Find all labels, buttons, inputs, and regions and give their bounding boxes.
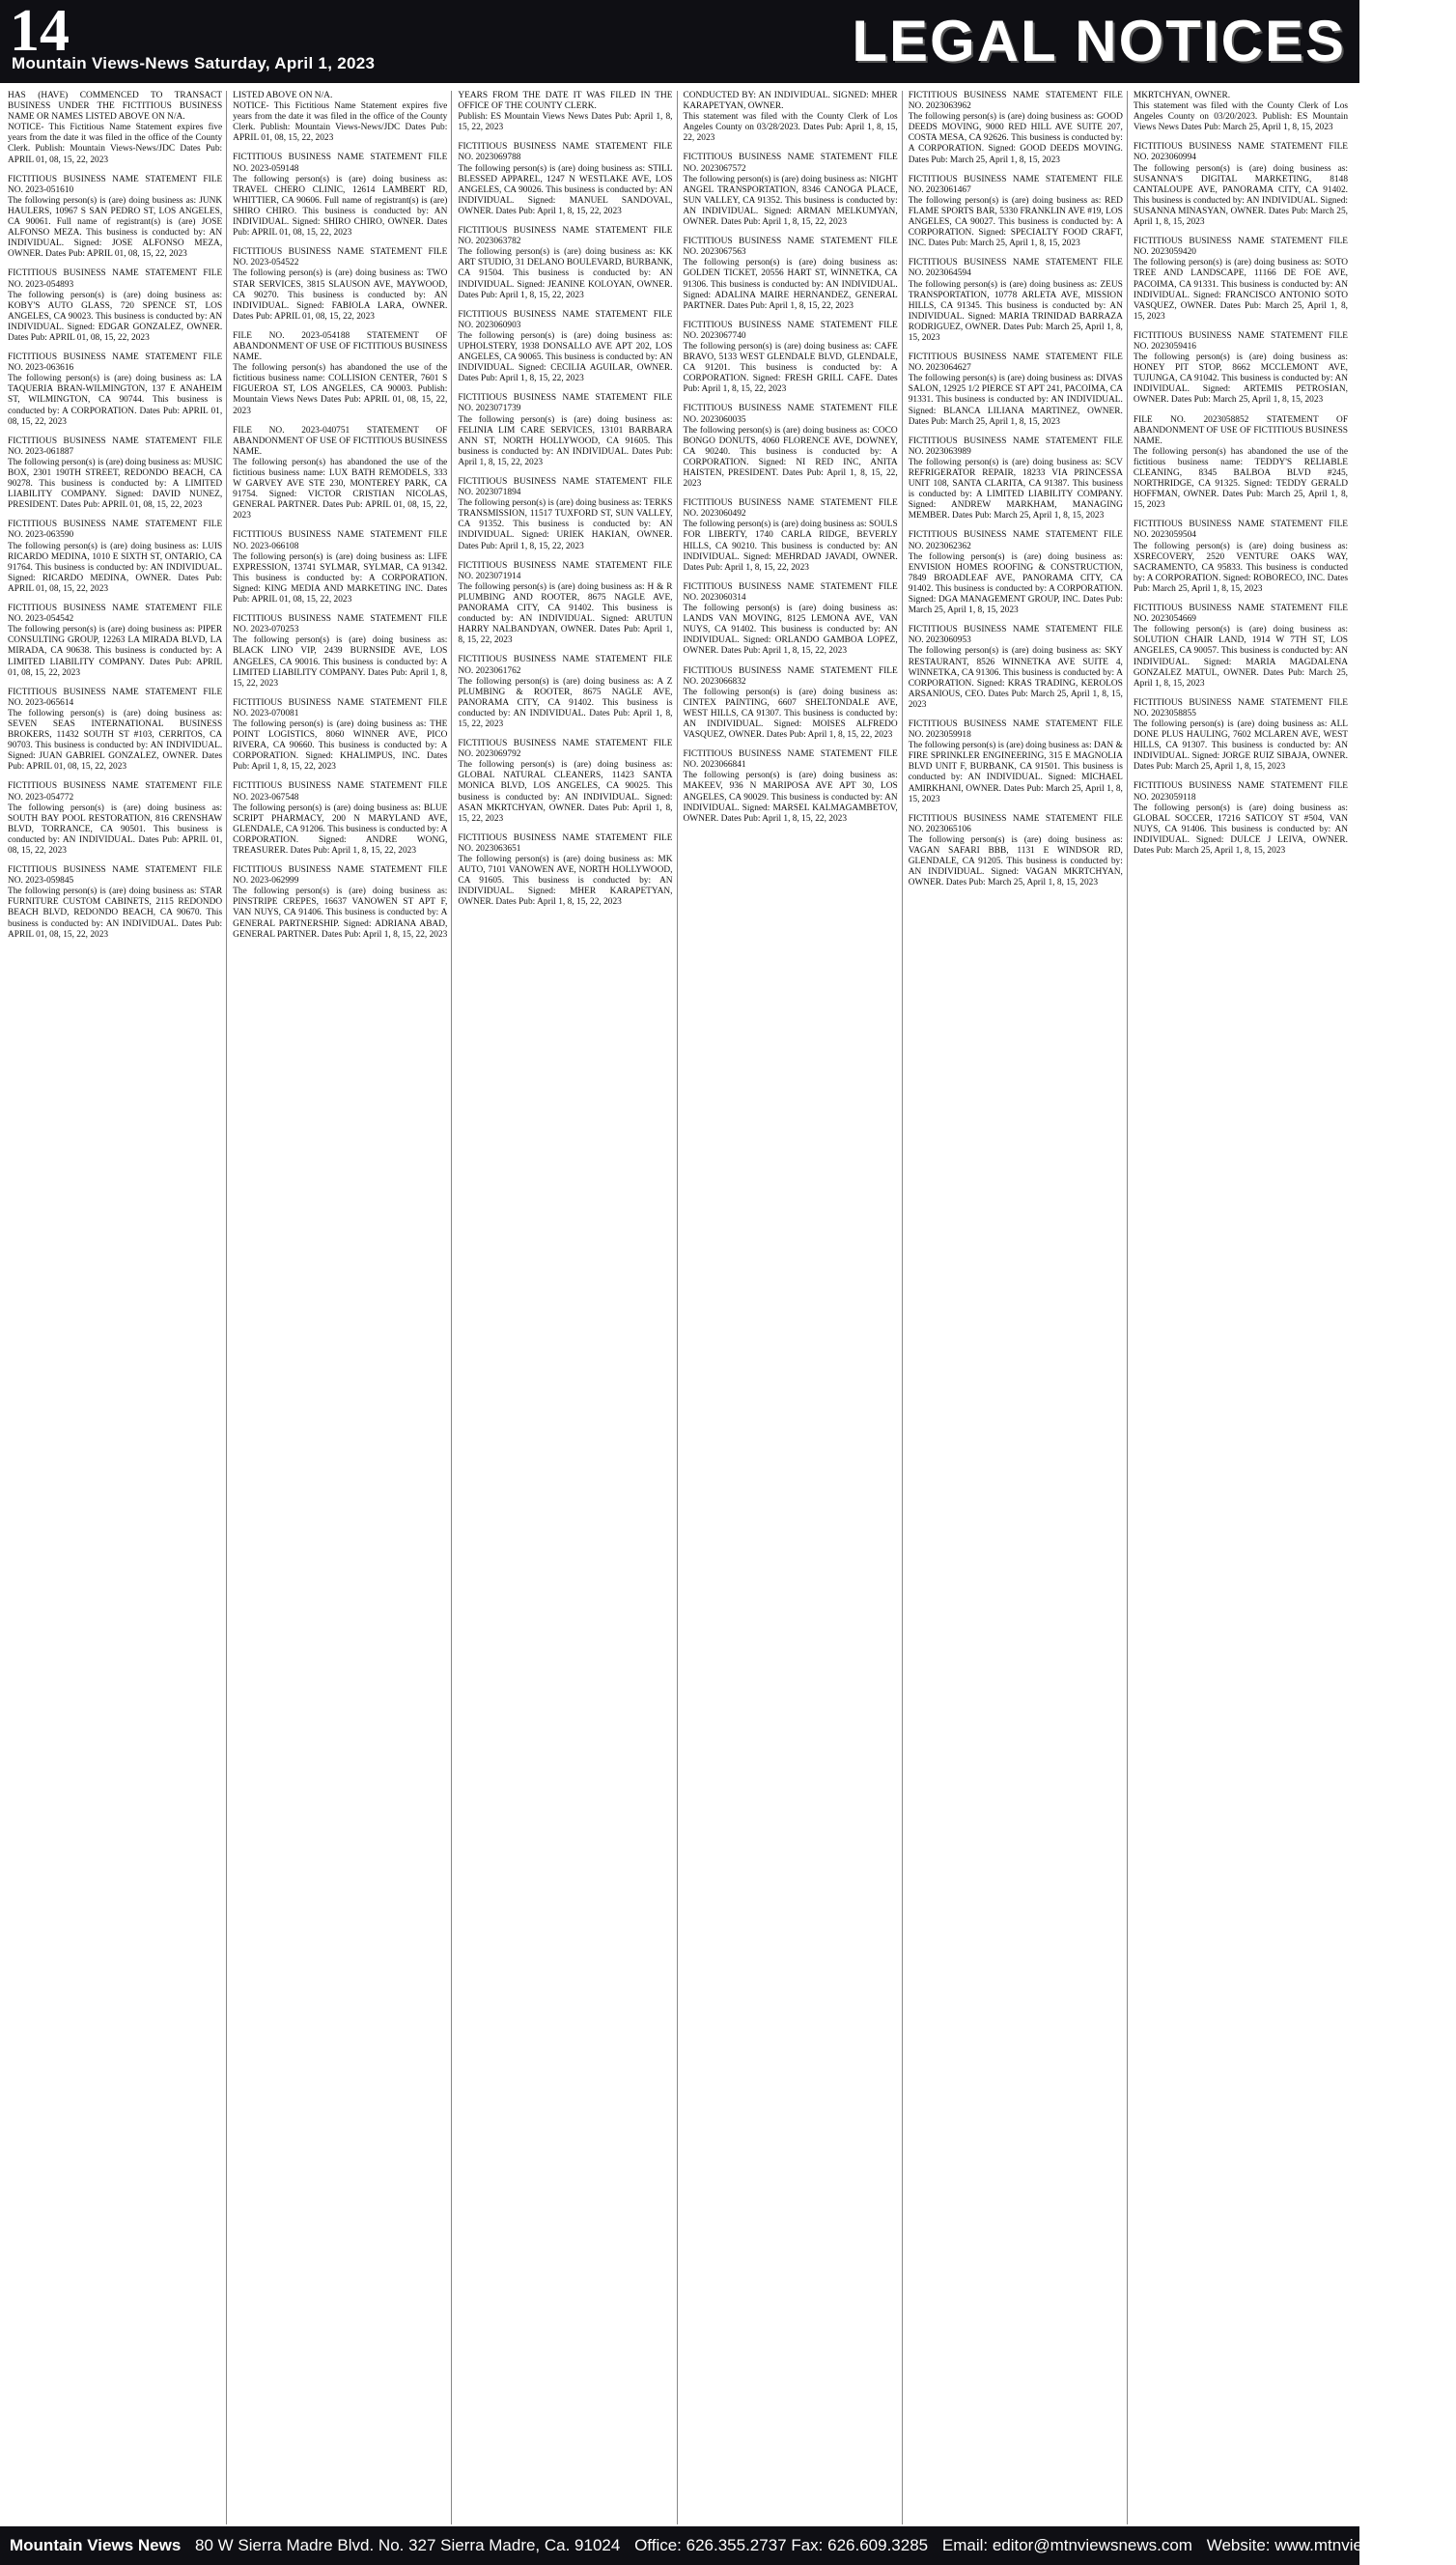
legal-notice xyxy=(909,719,1123,805)
notice-body: The following person(s) is (are) doing business as: COCO BONGO DONUTS, 4060 FLORENCE AVE, DOWNEY, CA 90240. This business is conducted by: A CORPORATION. Signed: NI RED INC, ANITA HAISTEN, PRESIDENT. Dates Pub: April 1, 8, 15, 22, 2023 xyxy=(683,425,898,490)
legal-notice xyxy=(458,833,672,909)
notice-heading: FICTITIOUS BUSINESS NAME STATEMENT FILE NO. 2023067572 xyxy=(683,153,898,174)
legal-notice xyxy=(8,865,222,941)
legal-notice xyxy=(1134,331,1348,407)
legal-notice xyxy=(684,237,898,312)
footer-website[interactable]: Website: www.mtnviewsnews.com xyxy=(1206,2536,1456,2554)
legal-notice xyxy=(909,91,1123,166)
notice-body: The following person(s) is (are) doing business as: HONEY PIT STOP, 8662 MCCLEMONT AVE, TUJUNGA, CA 91042. This business is conducted by: AN INDIVIDUAL. Signed: ARTEMIS PETROSIAN, OWNER. Dates Pub: March 25, April 1, 8, 15, 2023 xyxy=(1133,352,1349,406)
notice-heading: FICTITIOUS BUSINESS NAME STATEMENT FILE NO. 2023071914 xyxy=(458,560,673,581)
notice-heading: FICTITIOUS BUSINESS NAME STATEMENT FILE NO. 2023060994 xyxy=(1133,142,1349,163)
legal-notice xyxy=(233,331,447,417)
notice-heading: FICTITIOUS BUSINESS NAME STATEMENT FILE NO. 2023064594 xyxy=(908,258,1123,279)
notice-body: The following person(s) is (are) doing business as: PINSTRIPE CREPES, 16637 VANOWEN ST APT F, VAN NUYS, CA 91406. This business is conducted by: A GENERAL PARTNERSHIP. Signed: ADRIANA ABAD, GENERAL PARTNER. Dates Pub: April 1, 8, 15, 22, 2023 xyxy=(233,887,448,940)
notice-heading: FILE NO. 2023-054188 STATEMENT OF ABANDONMENT OF USE OF FICTITIOUS BUSINESS NAME. xyxy=(233,330,448,363)
notice-heading: FICTITIOUS BUSINESS NAME STATEMENT FILE NO. 2023-054542 xyxy=(8,604,223,625)
notice-heading: FICTITIOUS BUSINESS NAME STATEMENT FILE NO. 2023063962 xyxy=(908,91,1123,112)
notice-heading: HAS (HAVE) COMMENCED TO TRANSACT BUSINESS UNDER THE FICTITIOUS BUSINESS NAME OR NAMES LISTED ABOVE ON N/A. xyxy=(8,91,223,123)
legal-notice xyxy=(233,153,447,239)
legal-notice xyxy=(1134,698,1348,774)
notice-body: The following person(s) is (are) doing business as: BLACK LINO VIP, 2439 BURNSIDE AVE, LOS ANGELES, CA 90016. This business is conducted by: A LIMITED LIABILITY COMPANY. Dates Pub: April 1, 8, 15, 22, 2023 xyxy=(233,635,448,689)
legal-notice xyxy=(684,321,898,396)
legal-notice xyxy=(684,498,898,574)
legal-notice xyxy=(1134,91,1348,133)
notice-heading: FICTITIOUS BUSINESS NAME STATEMENT FILE NO. 2023071739 xyxy=(458,393,673,414)
notice-heading: FICTITIOUS BUSINESS NAME STATEMENT FILE NO. 2023066841 xyxy=(683,749,898,771)
legal-notice xyxy=(909,625,1123,711)
legal-notice xyxy=(1134,142,1348,228)
notice-body: The following person(s) is (are) doing business as: TWO STAR SERVICES, 3815 SLAUSON AVE, MAYWOOD, CA 90270. This business is conducted by: AN INDIVIDUAL. Signed: FABIOLA LARA, OWNER. Dates Pub: APRIL 01, 08, 15, 22, 2023 xyxy=(233,268,448,322)
legal-notice xyxy=(909,530,1123,616)
notice-body: The following person(s) is (are) doing business as: ENVISION HOMES ROOFING & CONSTRUCTION, 7849 BROADLEAF AVE, PANORAMA CITY, CA 91402. This business is conducted by: A CORPORATION. Signed: DGA MANAGEMENT GROUP, INC. Dates Pub: March 25, April 1, 8, 15, 2023 xyxy=(908,551,1123,616)
notice-heading: FICTITIOUS BUSINESS NAME STATEMENT FILE NO. 2023-066108 xyxy=(233,530,448,551)
legal-notice xyxy=(233,91,447,144)
legal-notice xyxy=(1134,520,1348,595)
legal-notice xyxy=(1134,604,1348,690)
footer-email[interactable]: Email: editor@mtnviewsnews.com xyxy=(941,2536,1192,2554)
notice-heading: FICTITIOUS BUSINESS NAME STATEMENT FILE NO. 2023059918 xyxy=(908,719,1123,741)
legal-notice xyxy=(1134,781,1348,857)
legal-notice xyxy=(909,175,1123,250)
notice-heading: FICTITIOUS BUSINESS NAME STATEMENT FILE NO. 2023-059148 xyxy=(233,153,448,174)
legal-notice xyxy=(909,437,1123,522)
notice-heading: FICTITIOUS BUSINESS NAME STATEMENT FILE NO. 2023058855 xyxy=(1133,697,1349,719)
notice-body: The following person(s) is (are) doing business as: SUSANNA'S DIGITAL MARKETING, 8148 CANTALOUPE AVE, PANORAMA CITY, CA 91402. This business is conducted by: AN INDIVIDUAL. Signed: SUSANNA MINASYAN, OWNER. Dates Pub: March 25, April 1, 8, 15, 2023 xyxy=(1133,163,1349,228)
notice-body: The following person(s) is (are) doing business as: NIGHT ANGEL TRANSPORTATION, 8346 CANOGA PLACE, SUN VALLEY, CA 91352. This business is conducted by: AN INDIVIDUAL. Signed: ARMAN MELKUMYAN, OWNER. Dates Pub: April 1, 8, 15, 22, 2023 xyxy=(683,174,898,228)
notice-body: The following person(s) is (are) doing business as: SKY RESTAURANT, 8526 WINNETKA AVE SUITE 4, WINNETKA, CA 91306. This business is conducted by: A CORPORATION. Signed: KRAS TRADING, KEROLOS ARSANIOUS, CEO. Dates Pub: March 25, April 1, 8, 15, 2023 xyxy=(908,646,1123,710)
legal-notice xyxy=(233,865,447,941)
notice-heading: FICTITIOUS BUSINESS NAME STATEMENT FILE NO. 2023-061887 xyxy=(8,436,223,457)
notice-body: The following person(s) is (are) doing business as: SCV REFRIGERATOR REPAIR, 18233 VIA PRINCESSA UNIT 108, SANTA CLARITA, CA 91387. This business is conducted by: A LIMITED LIABILITY COMPANY. Signed: ANDREW MARKHAM, MANAGING MEMBER. Dates Pub: March 25, April 1, 8, 15, 2023 xyxy=(908,457,1123,521)
notice-body: The following person(s) is (are) doing business as: TRAVEL CHERO CLINIC, 12614 LAMBERT RD, WHITTIER, CA 90606. Full name of registrant(s) is (are) SHIRO CHIRO. This business is conducted by: AN INDIVIDUAL. Signed: SHIRO CHIRO, OWNER. Dates Pub: APRIL 01, 08, 15, 22, 2023 xyxy=(233,174,448,239)
notice-body: The following person(s) has abandoned the use of the fictitious business name: COLLISION CENTER, 7601 S FIGUEROA ST, LOS ANGELES, CA 90003. Publish: Mountain Views News Dates Pub: APRIL 01, 08, 15, 22, 2023 xyxy=(233,363,448,416)
legal-notice xyxy=(1134,415,1348,512)
notice-body: The following person(s) is (are) doing business as: CAFE BRAVO, 5133 WEST GLENDALE BLVD, GLENDALE, CA 91201. This business is conducted by: A CORPORATION. Signed: FRESH GRILL CAFE. Dates Pub: April 1, 8, 15, 22, 2023 xyxy=(683,341,898,395)
notice-body: The following person(s) is (are) doing business as: VAGAN SAFARI BBB, 1131 E WINDSOR RD, GLENDALE, CA 91205. This business is conducted by: AN INDIVIDUAL. Signed: VAGAN MKRTCHYAN, OWNER. Dates Pub: March 25, April 1, 8, 15, 2023 xyxy=(908,834,1123,888)
notice-body: The following person(s) is (are) doing business as: FELINIA LIM CARE SERVICES, 13101 BARBARA ANN ST, NORTH HOLLYWOOD, CA 91605. This business is conducted by: AN INDIVIDUAL. Dates Pub: April 1, 8, 15, 22, 2023 xyxy=(458,414,673,467)
legal-notice xyxy=(684,153,898,228)
notice-body: Publish: ES Mountain Views News Dates Pub: April 1, 8, 15, 22, 2023 xyxy=(458,112,673,133)
notice-body: The following person(s) is (are) doing business as: TERKS TRANSMISSION, 11517 TUXFORD ST, SUN VALLEY, CA 91352. This business is conducted by: AN INDIVIDUAL. Signed: URIEK HAKIAN, OWNER. Dates Pub: April 1, 8, 15, 22, 2023 xyxy=(458,498,673,551)
column-6 xyxy=(1134,91,1352,2524)
legal-notice xyxy=(458,477,672,552)
notice-heading: FICTITIOUS BUSINESS NAME STATEMENT FILE NO. 2023066832 xyxy=(683,665,898,687)
legal-notice xyxy=(8,352,222,428)
notice-heading: FICTITIOUS BUSINESS NAME STATEMENT FILE NO. 2023061762 xyxy=(458,655,673,676)
legal-notice xyxy=(8,604,222,679)
notice-body: The following person(s) is (are) doing business as: KOBY'S AUTO GLASS, 720 SPENCE ST, LOS ANGELES, CA 90023. This business is conducted by: AN INDIVIDUAL. Signed: EDGAR GONZALEZ, OWNER. Dates Pub: APRIL 01, 08, 15, 22, 2023 xyxy=(8,290,223,343)
legal-notice xyxy=(458,226,672,301)
legal-notice xyxy=(8,781,222,857)
notice-body: The following person(s) is (are) doing business as: GOLDEN TICKET, 20556 HART ST, WINNETKA, CA 91306. This business is conducted by: AN INDIVIDUAL. Signed: ADALINA MAIRE HERNANDEZ, GENERAL PARTNER. Dates Pub: April 1, 8, 15, 22, 2023 xyxy=(683,258,898,311)
legal-notice xyxy=(458,655,672,730)
column-2 xyxy=(233,91,452,2524)
legal-notice xyxy=(458,393,672,468)
notice-heading: FILE NO. 2023058852 STATEMENT OF ABANDONMENT OF USE OF FICTITIOUS BUSINESS NAME. xyxy=(1133,414,1349,446)
notice-heading: FICTITIOUS BUSINESS NAME STATEMENT FILE NO. 2023-051610 xyxy=(8,174,223,195)
notice-body: The following person(s) is (are) doing business as: SOUTH BAY POOL RESTORATION, 816 CRENSHAW BLVD, TORRANCE, CA 90501. This business is conducted by: AN INDIVIDUAL. Dates Pub: APRIL 01, 08, 15, 22, 2023 xyxy=(8,803,223,856)
notice-heading: MKRTCHYAN, OWNER. xyxy=(1133,91,1231,100)
notice-body: The following person(s) is (are) doing business as: ALL DONE PLUS HAULING, 7602 MCLAREN AVE, WEST HILLS, CA 91307. This business is conducted by: AN INDIVIDUAL. Signed: JORGE RUIZ SIBAJA, OWNER. Dates Pub: March 25, April 1, 8, 15, 2023 xyxy=(1133,719,1349,773)
notice-body: This statement was filed with the County Clerk of Los Angeles County on 03/20/2023. Publish: ES Mountain Views News Dates Pub: March 25, April 1, 8, 15, 2023 xyxy=(1133,101,1349,133)
notice-body: The following person(s) is (are) doing business as: GOOD DEEDS MOVING, 9000 RED HILL AVE SUITE 207, COSTA MESA, CA 92626. This business is conducted by: A CORPORATION. Signed: GOOD DEEDS MOVING. Dates Pub: March 25, April 1, 8, 15, 2023 xyxy=(908,112,1123,165)
notice-heading: FICTITIOUS BUSINESS NAME STATEMENT FILE NO. 2023060492 xyxy=(683,498,898,520)
notice-heading: FICTITIOUS BUSINESS NAME STATEMENT FILE NO. 2023-059845 xyxy=(8,865,223,887)
notice-heading: FICTITIOUS BUSINESS NAME STATEMENT FILE NO. 2023071894 xyxy=(458,477,673,498)
legal-notice xyxy=(8,175,222,261)
legal-notice xyxy=(233,426,447,522)
notice-heading: FICTITIOUS BUSINESS NAME STATEMENT FILE NO. 2023-063590 xyxy=(8,520,223,541)
notice-heading: FICTITIOUS BUSINESS NAME STATEMENT FILE NO. 2023-054772 xyxy=(8,781,223,803)
notice-body: The following person(s) is (are) doing business as: MK AUTO, 7101 VANOWEN AVE, NORTH HOLLYWOOD, CA 91605. This business is conducted by: AN INDIVIDUAL. Signed: MHER KARAPETYAN, OWNER. Dates Pub: April 1, 8, 15, 22, 2023 xyxy=(458,855,673,908)
notice-body: The following person(s) is (are) doing business as: THE POINT LOGISTICS, 8060 WINNER AVE, PICO RIVERA, CA 90660. This business is conducted by: A CORPORATION. Signed: KHALIMPUS, INC. Dates Pub: April 1, 8, 15, 22, 2023 xyxy=(233,719,448,773)
notice-heading: FICTITIOUS BUSINESS NAME STATEMENT FILE NO. 2023-067548 xyxy=(233,781,448,803)
notice-body: The following person(s) is (are) doing business as: CINTEX PAINTING, 6607 SHELTONDALE AVE, WEST HILLS, CA 91307. This business is conducted by: AN INDIVIDUAL. Signed: MOISES ALFREDO VASQUEZ, OWNER. Dates Pub: April 1, 8, 15, 22, 2023 xyxy=(683,687,898,741)
notice-heading: FILE NO. 2023-040751 STATEMENT OF ABANDONMENT OF USE OF FICTITIOUS BUSINESS NAME. xyxy=(233,425,448,457)
notice-body: The following person(s) is (are) doing business as: MUSIC BOX, 2301 190TH STREET, REDONDO BEACH, CA 90278. This business is conducted by: A LIMITED LIABILITY COMPANY. Signed: DAVID NUNEZ, PRESIDENT. Dates Pub: APRIL 01, 08, 15, 22, 2023 xyxy=(8,457,223,511)
legal-notice xyxy=(8,688,222,774)
notice-heading: FICTITIOUS BUSINESS NAME STATEMENT FILE NO. 2023065106 xyxy=(908,813,1123,834)
notice-body: The following person(s) is (are) doing business as: KK ART STUDIO, 31 DELANO BOULEVARD, BURBANK, CA 91504. This business is conducted by: AN INDIVIDUAL. Signed: JEANINE KOLOYAN, OWNER. Dates Pub: April 1, 8, 15, 22, 2023 xyxy=(458,247,673,300)
notice-heading: FICTITIOUS BUSINESS NAME STATEMENT FILE NO. 2023063651 xyxy=(458,832,673,854)
notice-heading: FICTITIOUS BUSINESS NAME STATEMENT FILE NO. 2023060035 xyxy=(683,404,898,425)
legal-notice xyxy=(233,614,447,690)
notice-body: The following person(s) is (are) doing business as: SEVEN SEAS INTERNATIONAL BUSINESS BROKERS, 11432 SOUTH ST #103, CERRITOS, CA 90703. This business is conducted by: AN INDIVIDUAL. Signed: JUAN GABRIEL GONZALEZ, OWNER. Dates Pub: APRIL 01, 08, 15, 22, 2023 xyxy=(8,708,223,773)
legal-notice xyxy=(909,814,1123,889)
legal-notice xyxy=(458,91,672,133)
legal-notice xyxy=(684,91,898,144)
notice-heading: FICTITIOUS BUSINESS NAME STATEMENT FILE NO. 2023-070081 xyxy=(233,697,448,719)
notice-heading: FICTITIOUS BUSINESS NAME STATEMENT FILE NO. 2023054669 xyxy=(1133,604,1349,625)
notice-body: The following person(s) is (are) doing business as: PIPER CONSULTING GROUP, 12263 LA MIRADA BLVD, LA MIRADA, CA 90638. This business is conducted by: A LIMITED LIABILITY COMPANY. Dates Pub: APRIL 01, 08, 15, 22, 2023 xyxy=(8,625,223,678)
notice-heading: FICTITIOUS BUSINESS NAME STATEMENT FILE NO. 2023-054522 xyxy=(233,247,448,268)
notice-heading: FICTITIOUS BUSINESS NAME STATEMENT FILE NO. 2023060314 xyxy=(683,581,898,603)
notice-body: The following person(s) is (are) doing business as: LUIS RICARDO MEDINA, 1010 E SIXTH ST, ONTARIO, CA 91764. This business is conducted by: AN INDIVIDUAL. Signed: RICARDO MEDINA, OWNER. Dates Pub: APRIL 01, 08, 15, 22, 2023 xyxy=(8,541,223,594)
notice-heading: FICTITIOUS BUSINESS NAME STATEMENT FILE NO. 2023060953 xyxy=(908,625,1123,646)
notice-heading: FICTITIOUS BUSINESS NAME STATEMENT FILE NO. 2023-070253 xyxy=(233,614,448,635)
legal-notice xyxy=(458,739,672,825)
column-5 xyxy=(909,91,1128,2524)
column-3 xyxy=(458,91,677,2524)
legal-notice xyxy=(458,142,672,217)
legal-notice xyxy=(684,582,898,658)
notice-body: The following person(s) is (are) doing business as: SOULS FOR LIBERTY, 1740 CARLA RIDGE, BEVERLY HILLS, CA 90210. This business is conducted by: AN INDIVIDUAL. Signed: MEHRDAD JAVADI, OWNER. Dates Pub: April 1, 8, 15, 22, 2023 xyxy=(683,520,898,573)
notice-body: The following person(s) has abandoned the use of the fictitious business name: LUX BATH REMODELS, 333 W GARVEY AVE STE 230, MONTEREY PARK, CA 91754. Signed: VICTOR CRISTIAN NICOLAS, GENERAL PARTNER. Dates Pub: APRIL 01, 08, 15, 22, 2023 xyxy=(233,457,448,521)
notice-heading: FICTITIOUS BUSINESS NAME STATEMENT FILE NO. 2023069792 xyxy=(458,739,673,760)
notice-heading: FICTITIOUS BUSINESS NAME STATEMENT FILE NO. 2023064627 xyxy=(908,352,1123,374)
notice-heading: FICTITIOUS BUSINESS NAME STATEMENT FILE NO. 2023067563 xyxy=(683,237,898,258)
legal-notice xyxy=(8,91,222,166)
notice-body: The following person(s) is (are) doing business as: BLUE SCRIPT PHARMACY, 200 N MARYLAND AVE, GLENDALE, CA 91206. This business is conducted by: A CORPORATION. Signed: ANDRE WONG, TREASURER. Dates Pub: April 1, 8, 15, 22, 2023 xyxy=(233,803,448,856)
notice-body: The following person(s) is (are) doing business as: STILL BLESSED APPAREL, 1247 N WESTLAKE AVE, LOS ANGELES, CA 90026. This business is conducted by: AN INDIVIDUAL. Signed: MANUEL SANDOVAL, OWNER. Dates Pub: April 1, 8, 15, 22, 2023 xyxy=(458,163,673,216)
notice-heading: FICTITIOUS BUSINESS NAME STATEMENT FILE NO. 2023061467 xyxy=(908,174,1123,195)
legal-notice xyxy=(233,247,447,323)
notice-heading: FICTITIOUS BUSINESS NAME STATEMENT FILE NO. 2023062362 xyxy=(908,530,1123,551)
footer-address: 80 W Sierra Madre Blvd. No. 327 Sierra Madre, Ca. 91024 xyxy=(195,2536,621,2554)
legal-notice xyxy=(8,268,222,344)
notice-heading: FICTITIOUS BUSINESS NAME STATEMENT FILE NO. 2023-062999 xyxy=(233,865,448,887)
legal-notice xyxy=(909,258,1123,344)
notice-body: The following person(s) is (are) doing business as: LA TAQUERIA BRAN-WILMINGTON, 137 E ANAHEIM ST, WILMINGTON, CA 90744. This business is conducted by: A CORPORATION. Dates Pub: APRIL 01, 08, 15, 22, 2023 xyxy=(8,374,223,427)
notice-body: The following person(s) is (are) doing business as: LANDS VAN MOVING, 8125 LEMONA AVE, VAN NUYS, CA 91402. This business is conducted by: AN INDIVIDUAL. Signed: ORLANDO GAMBOA LOPEZ, OWNER. Dates Pub: April 1, 8, 15, 22, 2023 xyxy=(683,604,898,657)
notice-heading: FICTITIOUS BUSINESS NAME STATEMENT FILE NO. 2023-065614 xyxy=(8,687,223,708)
notice-heading: FICTITIOUS BUSINESS NAME STATEMENT FILE NO. 2023060903 xyxy=(458,309,673,330)
masthead xyxy=(0,0,1359,83)
notice-body: The following person(s) is (are) doing business as: MAKEEV, 936 N MARIPOSA AVE APT 30, LOS ANGELES, CA 90029. This business is conducted by: AN INDIVIDUAL. Signed: MARSEL KALMAGAMBETOV, OWNER. Dates Pub: April 1, 8, 15, 22, 2023 xyxy=(683,771,898,824)
notice-heading: FICTITIOUS BUSINESS NAME STATEMENT FILE NO. 2023063989 xyxy=(908,436,1123,457)
legal-notice xyxy=(233,698,447,774)
legal-notice xyxy=(684,749,898,825)
notice-body: The following person(s) is (are) doing business as: SOLUTION CHAIR LAND, 1914 W 7TH ST, LOS ANGELES, CA 90057. This business is conducted by: AN INDIVIDUAL. Signed: MARIA MAGDALENA GONZALEZ MATUL, OWNER. Dates Pub: March 25, April 1, 8, 15, 2023 xyxy=(1133,625,1349,689)
notice-body: This statement was filed with the County Clerk of Los Angeles County on 03/28/2023. Dates Pub: April 1, 8, 15, 22, 2023 xyxy=(683,112,898,144)
notice-heading: YEARS FROM THE DATE IT WAS FILED IN THE OFFICE OF THE COUNTY CLERK. xyxy=(458,91,673,112)
notice-body: The following person(s) is (are) doing business as: RED FLAME SPORTS BAR, 5330 FRANKLIN AVE #19, LOS ANGELES, CA 90027. This business is conducted by: A CORPORATION. Signed: SPECIALTY FOOD CRAFT, INC. Dates Pub: March 25, April 1, 8, 15, 2023 xyxy=(908,195,1123,249)
notice-body: The following person(s) is (are) doing business as: DIVAS SALON, 12925 1/2 PIERCE ST APT 241, PACOIMA, CA 91331. This business is conducted by: AN INDIVIDUAL. Signed: BLANCA LILIANA MARTINEZ, OWNER. Dates Pub: March 25, April 1, 8, 15, 2023 xyxy=(908,374,1123,427)
legal-notice xyxy=(458,561,672,647)
notice-body: The following person(s) is (are) doing business as: XSRECOVERY, 2520 VENTURE OAKS WAY, SACRAMENTO, CA 95833. This business is conducted by: A CORPORATION. Signed: ROBORECO, INC. Dates Pub: March 25, April 1, 8, 15, 2023 xyxy=(1133,541,1349,594)
legal-notice xyxy=(233,781,447,857)
section-title: LEGAL NOTICES xyxy=(852,9,1346,73)
notice-body: The following person(s) is (are) doing business as: DAN & FIRE SPRINKLER ENGINEERING, 315 E MAGNOLIA BLVD UNIT F, BURBANK, CA 91501. This business is conducted by: AN INDIVIDUAL. Signed: MICHAEL AMIRKHANI, OWNER. Dates Pub: March 25, April 1, 8, 15, 2023 xyxy=(908,741,1123,804)
footer-brand: Mountain Views News xyxy=(10,2536,182,2554)
legal-notice xyxy=(233,530,447,606)
notice-body: NOTICE- This Fictitious Name Statement expires five years from the date it was filed in the office of the County Clerk. Publish: Mountain Views-News/JDC Dates Pub: APRIL 01, 08, 15, 22, 2023 xyxy=(8,123,223,165)
publication-line: Mountain Views-News Saturday, April 1, 2023 xyxy=(12,54,376,72)
legal-notice xyxy=(8,437,222,512)
notice-body: The following person(s) is (are) doing business as: UPHOLSTERY, 1938 DONSALLO AVE APT 202, LOS ANGELES, CA 90065. This business is conducted by: AN INDIVIDUAL. Signed: CECILIA AGUILAR, OWNER. Dates Pub: April 1, 8, 15, 22, 2023 xyxy=(458,330,673,384)
legal-notice xyxy=(8,520,222,595)
legal-notice xyxy=(458,310,672,385)
notice-body: The following person(s) is (are) doing business as: GLOBAL SOCCER, 17216 SATICOY ST #504, VAN NUYS, CA 91406. This business is conducted by: AN INDIVIDUAL. Signed: DULCE J LEIVA, OWNER. Dates Pub: March 25, April 1, 8, 15, 2023 xyxy=(1133,803,1349,856)
notice-heading: FICTITIOUS BUSINESS NAME STATEMENT FILE NO. 2023-063616 xyxy=(8,352,223,374)
notice-body: The following person(s) is (are) doing business as: STAR FURNITURE CUSTOM CABINETS, 2115 REDONDO BEACH BLVD, REDONDO BEACH, CA 90670. This business is conducted by: AN INDIVIDUAL. Dates Pub: APRIL 01, 08, 15, 22, 2023 xyxy=(8,887,223,940)
legal-notice xyxy=(909,352,1123,428)
notice-body: The following person(s) is (are) doing business as: GLOBAL NATURAL CLEANERS, 11423 SANTA MONICA BLVD, LOS ANGELES, CA 90025. This business is conducted by: AN INDIVIDUAL. Signed: ASAN MKRTCHYAN, OWNER. Dates Pub: April 1, 8, 15, 22, 2023 xyxy=(458,760,673,824)
notice-heading: FICTITIOUS BUSINESS NAME STATEMENT FILE NO. 2023059504 xyxy=(1133,520,1349,541)
notice-body: The following person(s) is (are) doing business as: ZEUS TRANSPORTATION, 10778 ARLETA AVE, MISSION HILLS, CA 91345. This business is conducted by: AN INDIVIDUAL. Signed: MARIA TRINIDAD BARRAZA RODRIGUEZ, OWNER. Dates Pub: March 25, April 1, 8, 15, 2023 xyxy=(908,279,1123,343)
footer-phones: Office: 626.355.2737 Fax: 626.609.3285 xyxy=(634,2536,929,2554)
notice-columns xyxy=(8,91,1352,2524)
notice-body: The following person(s) is (are) doing business as: SOTO TREE AND LANDSCAPE, 11166 DE FOE AVE, PACOIMA, CA 91331. This business is conducted by: AN INDIVIDUAL. Signed: FRANCISCO ANTONIO SOTO VASQUEZ, OWNER. Dates Pub: March 25, April 1, 8, 15, 2023 xyxy=(1133,258,1349,322)
notice-body: The following person(s) is (are) doing business as: JUNK HAULERS, 10967 S SAN PEDRO ST, LOS ANGELES, CA 90061. Full name of registrant(s) is (are) JOSE ALFONSO MEZA. This business is conducted by: AN INDIVIDUAL. Signed: JOSE ALFONSO MEZA, OWNER. Dates Pub: APRIL 01, 08, 15, 22, 2023 xyxy=(8,195,223,260)
notice-body: NOTICE- This Fictitious Name Statement expires five years from the date it was filed in the office of the County Clerk. Publish: Mountain Views-News/JDC Dates Pub: APRIL 01, 08, 15, 22, 2023 xyxy=(233,101,448,144)
footer-bar xyxy=(0,2526,1456,2565)
notice-body: The following person(s) is (are) doing business as: A Z PLUMBING & ROOTER, 8675 NAGLE AVE, PANORAMA CITY, CA 91402. This business is conducted by: AN INDIVIDUAL. Dates Pub: April 1, 8, 15, 22, 2023 xyxy=(458,676,673,729)
column-1 xyxy=(8,91,227,2524)
notice-heading: FICTITIOUS BUSINESS NAME STATEMENT FILE NO. 2023059118 xyxy=(1133,781,1349,803)
legal-notice xyxy=(1134,237,1348,323)
legal-notice xyxy=(684,666,898,742)
page-number: 14 xyxy=(10,0,70,64)
notice-body: The following person(s) has abandoned the use of the fictitious business name: TEDDY'S RELIABLE CLEANING, 8345 BALBOA BLVD #245, NORTHRIDGE, CA 91325. Signed: TEDDY GERALD HOFFMAN, OWNER. Dates Pub: March 25, April 1, 8, 15, 2023 xyxy=(1133,446,1349,511)
notice-heading: FICTITIOUS BUSINESS NAME STATEMENT FILE NO. 2023059416 xyxy=(1133,330,1349,352)
column-4 xyxy=(684,91,903,2524)
notice-heading: LISTED ABOVE ON N/A. xyxy=(233,91,333,100)
notice-heading: FICTITIOUS BUSINESS NAME STATEMENT FILE NO. 2023059420 xyxy=(1133,237,1349,258)
notice-heading: FICTITIOUS BUSINESS NAME STATEMENT FILE NO. 2023067740 xyxy=(683,320,898,341)
legal-notice xyxy=(684,404,898,490)
notice-heading: CONDUCTED BY: AN INDIVIDUAL. SIGNED: MHER KARAPETYAN, OWNER. xyxy=(683,91,898,112)
notice-heading: FICTITIOUS BUSINESS NAME STATEMENT FILE NO. 2023063782 xyxy=(458,226,673,247)
notice-heading: FICTITIOUS BUSINESS NAME STATEMENT FILE NO. 2023-054893 xyxy=(8,268,223,290)
notice-body: The following person(s) is (are) doing business as: LIFE EXPRESSION, 13741 SYLMAR, SYLMAR, CA 91342. This business is conducted by: A CORPORATION. Signed: KING MEDIA AND MARKETING INC. Dates Pub: APRIL 01, 08, 15, 22, 2023 xyxy=(233,551,448,606)
notice-heading: FICTITIOUS BUSINESS NAME STATEMENT FILE NO. 2023069788 xyxy=(458,142,673,163)
notice-body: The following person(s) is (are) doing business as: H & R PLUMBING AND ROOTER, 8675 NAGLE AVE, PANORAMA CITY, CA 91402. This business is conducted by: AN INDIVIDUAL. Signed: ARUTUN HARRY NALBANDYAN, OWNER. Dates Pub: April 1, 8, 15, 22, 2023 xyxy=(458,581,673,646)
